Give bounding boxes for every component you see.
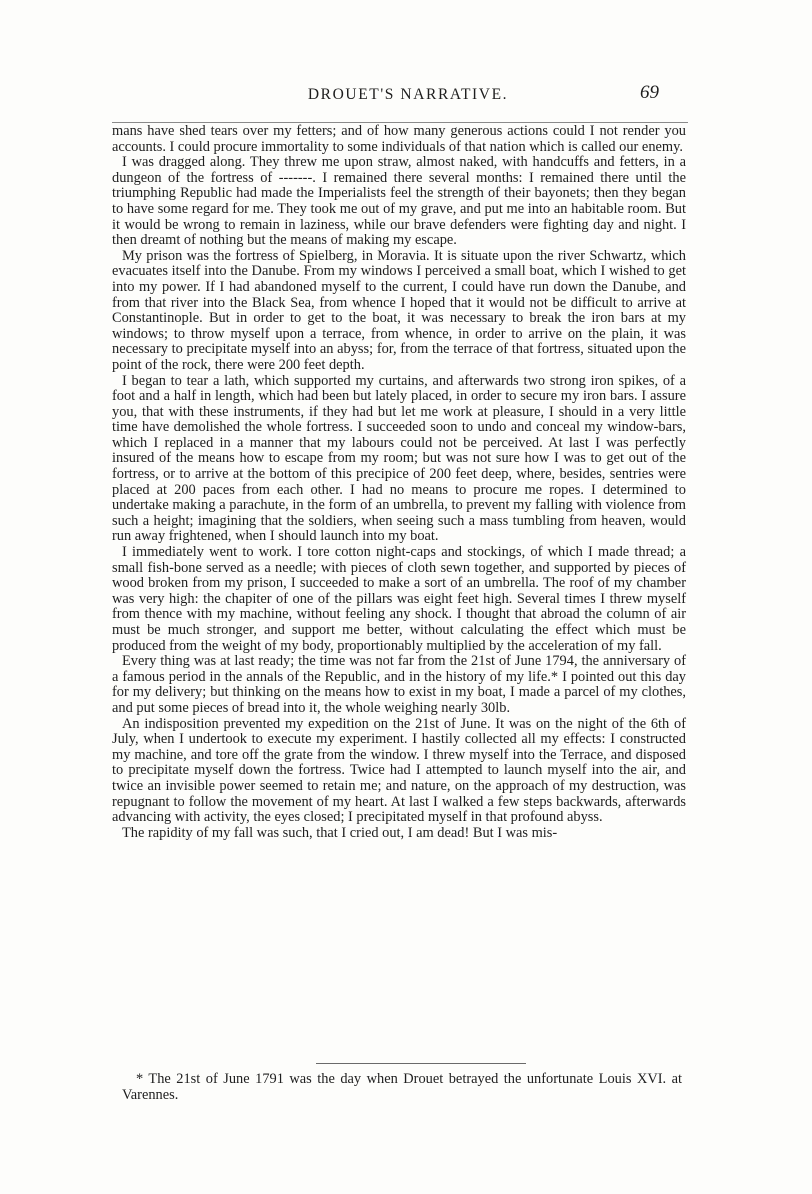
footnote-rule — [316, 1063, 526, 1064]
body-text — [112, 124, 686, 841]
page-number: 69 — [640, 82, 659, 103]
paragraph-7: An indisposition prevented my expedition on the 21st of June. It was on the night of the 6th of July, when I undertook to execute my experiment. I hastily collected all my effects: I constructed my machine, and tore off the grate from the window. I threw myself into the Terrace, and disposed to precipitate myself down the fortress. Twice had I attempted to launch myself into the air, and twice an invisible power seemed to retain me; and nature, on the approach of my destruction, was repugnant to follow the movement of my heart. At last I walked a few steps backwards, afterwards advancing with activity, the eyes closed; I precipitated myself in that profound abyss. — [112, 715, 686, 826]
paragraph-3: My prison was the fortress of Spielberg, in Moravia. It is situate upon the river Schwartz, which evacuates itself into the Danube. From my windows I perceived a small boat, which I wished to get into my power. If I had abandoned myself to the current, I could have run down the Danube, and from that river into the Black Sea, from whence I hoped that it would not be difficult to arrive at Constantinople. But in order to get to the boat, it was necessary to break the iron bars at my windows; to throw myself upon a terrace, from whence, in order to arrive on the plain, it was necessary to precipitate myself into an abyss; for, from the terrace of that fortress, situated upon the point of the rock, there were 200 feet depth. — [112, 247, 686, 373]
paragraph-4: I began to tear a lath, which supported my curtains, and afterwards two strong iron spikes, of a foot and a half in length, which had been but lately placed, in order to secure my iron bars. I assure you, that with these instruments, if they had but let me work at pleasure, I should in a very little time have demolished the whole fortress. I succeeded soon to undo and conceal my window-bars, which I replaced in a manner that my labours could not be perceived. At last I was perfectly insured of the means how to escape from my room; but was not sure how I was to get out of the fortress, or to arrive at the bottom of this precipice of 200 feet deep, where, besides, sentries were placed at 200 paces from each other. I had no means to procure me ropes. I determined to undertake making a parachute, in the form of an umbrella, to prevent my falling with violence from such a height; imagining that the soldiers, when seeing such a mass tumbling from heaven, would run away frightened, when I should launch into my boat. — [112, 372, 686, 545]
paragraph-1: mans have shed tears over my fetters; and of how many generous actions could I not render you accounts. I could procure immortality to some individuals of that nation which is called our enemy. — [112, 123, 686, 155]
paragraph-8: The rapidity of my fall was such, that I cried out, I am dead! But I was mis- — [122, 824, 558, 841]
paragraph-5: I immediately went to work. I tore cotton night-caps and stockings, of which I made thread; a small fish-bone served as a needle; with pieces of cloth sewn together, and supported by pieces of wood broken from my prison, I succeeded to make a sort of an umbrella. The roof of my chamber was very high: the chapiter of one of the pillars was eight feet high. Several times I threw myself from thence with my machine, without feeling any shock. I thought that abroad the column of air must be much stronger, and support me better, without calculating the effect which must be produced from the weight of my body, proportionably multiplied by the acceleration of my fall. — [112, 544, 686, 654]
paragraph-6: Every thing was at last ready; the time was not far from the 21st of June 1794, the anniversary of a famous period in the annals of the Republic, and in the history of my life.* I pointed out this day for my delivery; but thinking on the means how to exist in my boat, I made a parcel of my clothes, and put some pieces of bread into it, the whole weighing nearly 30lb. — [112, 653, 686, 716]
paragraph-2: I was dragged along. They threw me upon straw, almost naked, with handcuffs and fetters, in a dungeon of the fortress of -------. I remained there several months: I remained there until the triumphing Republic had made the Imperialists feel the strength of their bayonets; then they began to have some regard for me. They took me out of my grave, and put me into an habitable room. But it would be wrong to remain in laziness, while our brave defenders were fighting day and night. I then dreamt of nothing but the means of making my escape. — [112, 154, 686, 249]
running-head: DROUET'S NARRATIVE. — [307, 86, 509, 103]
footnote: * The 21st of June 1791 was the day when Drouet betrayed the unfortunate Louis XVI. at Varennes. — [122, 1071, 682, 1103]
